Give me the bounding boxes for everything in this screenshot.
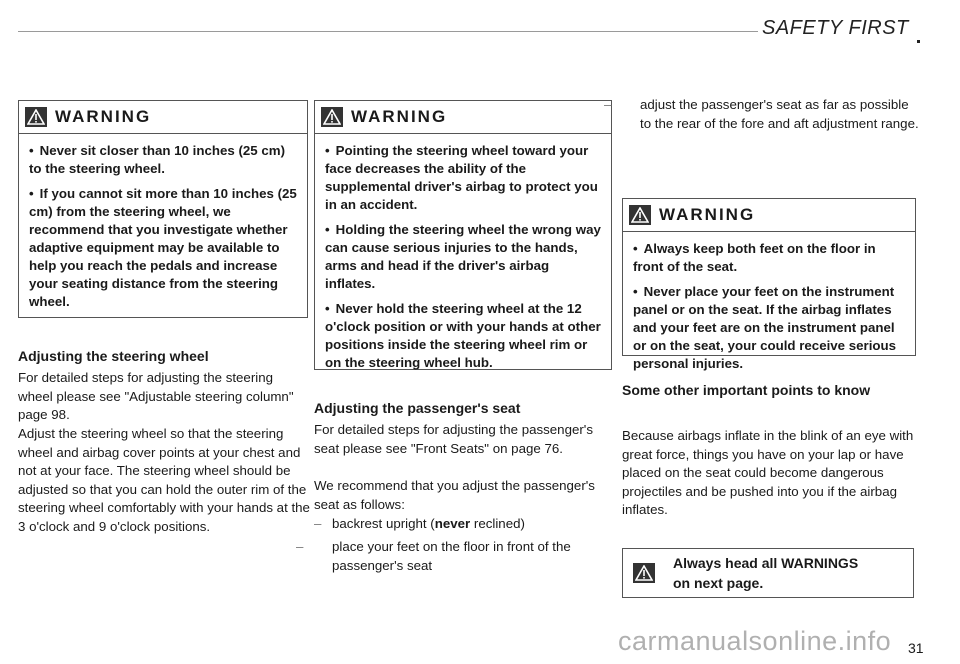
note-text: Always head all WARNINGS on next page. <box>673 555 859 591</box>
watermark: carmanualsonline.info <box>618 626 892 656</box>
warning-triangle-icon <box>321 107 343 127</box>
note-box-warnings-next-page <box>622 548 914 598</box>
paragraph: We recommend that you adjust the passenger's seat as follows: <box>314 478 595 512</box>
header-dot <box>917 40 920 43</box>
warning-header <box>623 199 915 232</box>
warning-triangle-icon <box>633 563 655 583</box>
warning-item: • Never sit closer than 10 inches (25 cm) to the steering wheel. <box>29 143 286 176</box>
page-header-title: SAFETY FIRST <box>762 17 909 39</box>
warning-box-steering-wheel <box>314 100 612 370</box>
paragraph: Adjust the steering wheel so that the steering wheel and airbag cover points at your chest and not at your face. The steering wheel should be adjusted so that you can hold the outer rim of the steering wheel comfortably with your hands at the 3 o'clock and 9 o'clock positions. <box>18 426 310 534</box>
warning-box-feet-position <box>622 198 916 371</box>
warning-title: WARNING <box>659 205 756 224</box>
list-item: – place your feet on the floor in front of the passenger's seat <box>296 539 571 573</box>
page-number: 31 <box>908 640 924 656</box>
warning-item: • Never hold the steering wheel at the 12 o'clock position or with your hands at other positions inside the steering wheel rim or on the steering wheel hub. <box>325 301 601 370</box>
warning-item: • Pointing the steering wheel toward your face decreases the ability of the supplemental driver's airbag to protect you in an accident. <box>325 143 598 212</box>
paragraph: For detailed steps for adjusting the passenger's seat please see "Front Seats" on page 76. <box>314 422 593 456</box>
section-heading-passenger-seat: Adjusting the passenger's seat <box>314 400 521 416</box>
warning-header <box>19 101 307 134</box>
warning-item: • Never place your feet on the instrument panel or on the seat. If the airbag inflates and your feet are on the instrument panel or on the seat, your could receive serious personal injuries. <box>633 284 897 371</box>
warning-body <box>623 232 915 386</box>
list-item: – backrest upright (never reclined) <box>314 516 525 531</box>
warning-title: WARNING <box>55 107 152 126</box>
warning-body <box>315 134 611 385</box>
paragraph: For detailed steps for adjusting the steering wheel please see "Adjustable steering column" page 98. <box>18 370 294 422</box>
warning-body <box>19 134 307 324</box>
warning-item: • If you cannot sit more than 10 inches (25 cm) from the steering wheel, we recommend that you investigate whether adaptive equipment may be available to help you reach the pedals and increase your seating distance from the steering wheel. <box>29 186 297 309</box>
warning-box-seating-distance <box>18 100 308 318</box>
warning-triangle-icon <box>629 205 651 225</box>
section-heading-important-points: Some other important points to know <box>622 382 871 398</box>
warning-header <box>315 101 611 134</box>
warning-item: • Always keep both feet on the floor in front of the seat. <box>633 241 876 274</box>
header-rule <box>18 31 758 32</box>
warning-title: WARNING <box>351 107 448 126</box>
warning-triangle-icon <box>25 107 47 127</box>
warning-item: • Holding the steering wheel the wrong way can cause serious injuries to the hands, arms and head if the driver's airbag inflates. <box>325 222 601 291</box>
paragraph: Because airbags inflate in the blink of an eye with great force, things you have on your lap or have placed on the seat could become dangerous projectiles and be pushed into you if the airbag inflates. <box>622 428 914 517</box>
list-item: – adjust the passenger's seat as far as possible to the rear of the fore and aft adjustment range. <box>604 97 919 131</box>
section-heading-steering-wheel: Adjusting the steering wheel <box>18 348 209 364</box>
